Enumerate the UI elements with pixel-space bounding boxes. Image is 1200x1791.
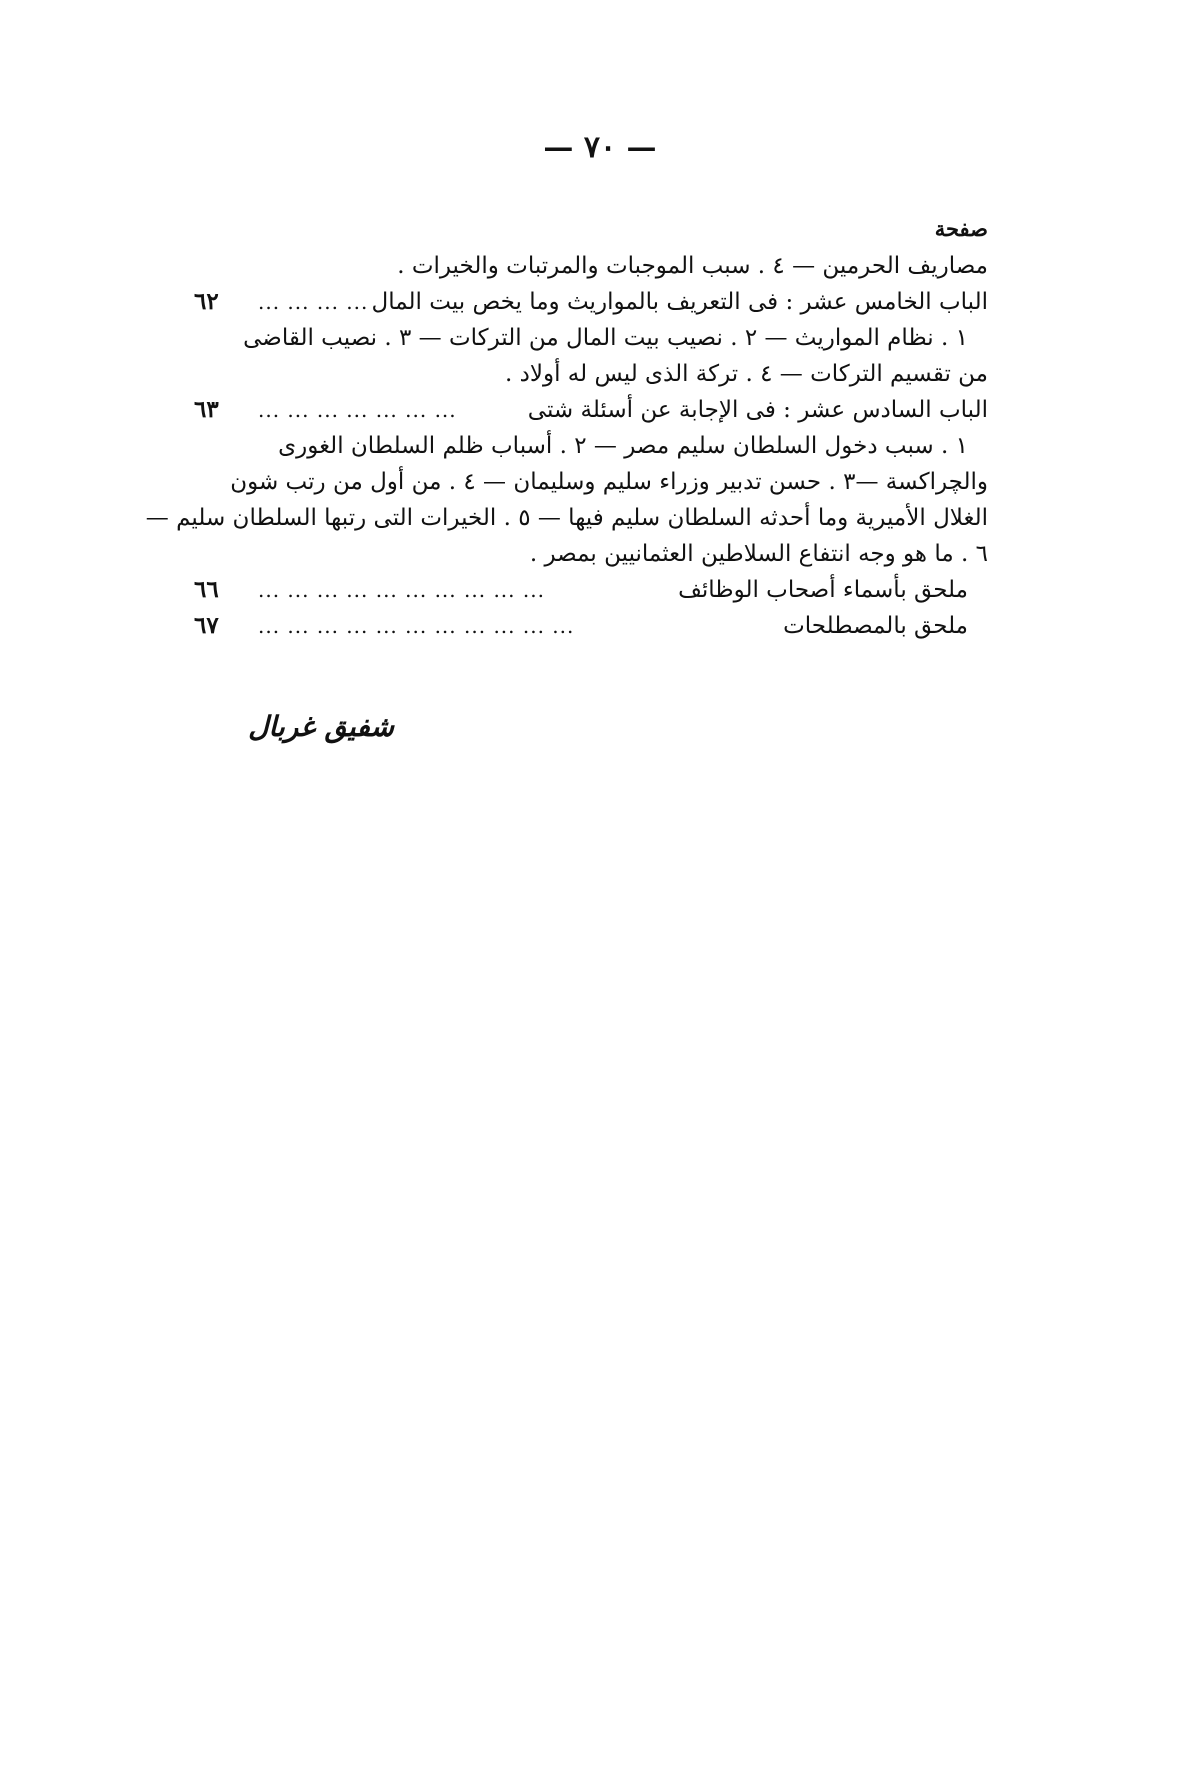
toc-leader-dots: ... ... ... ... <box>258 290 369 314</box>
toc-page-number: ٦٣ <box>194 396 219 423</box>
toc-leader-dots: ... ... ... ... ... ... ... <box>258 398 457 422</box>
toc-entry <box>198 356 988 392</box>
toc-entry-text: والچراكسة —٣ . حسن تدبير وزراء سليم وسليمان — ٤ . من أول من رتب شون <box>230 469 988 495</box>
toc-entry <box>194 572 988 608</box>
table-of-contents <box>145 248 988 644</box>
toc-entry-text: ٦ . ما هو وجه انتفاع السلاطين العثمانيين بمصر . <box>529 541 988 567</box>
toc-entry-text: الباب الخامس عشر : فى التعريف بالمواريث وما يخص بيت المال <box>371 289 988 315</box>
toc-entry-text: ملحق بأسماء أصحاب الوظائف <box>678 577 968 603</box>
toc-entry-text: الباب السادس عشر : فى الإجابة عن أسئلة شتى <box>527 397 988 423</box>
toc-entry <box>198 464 988 500</box>
toc-page-number: ٦٦ <box>194 576 219 603</box>
toc-entry <box>198 320 988 356</box>
toc-entry <box>198 428 988 464</box>
toc-entry <box>194 392 988 428</box>
toc-entry-text: ١ . سبب دخول السلطان سليم مصر — ٢ . أسباب ظلم السلطان الغورى <box>278 433 968 459</box>
toc-entry-text: ١ . نظام المواريث — ٢ . نصيب بيت المال من التركات — ٣ . نصيب القاضى <box>243 325 968 351</box>
toc-entry <box>198 536 988 572</box>
toc-entry <box>194 608 988 644</box>
toc-page-number: ٦٢ <box>194 288 219 315</box>
toc-entry <box>194 284 988 320</box>
toc-leader-dots: ... ... ... ... ... ... ... ... ... ... <box>258 578 545 602</box>
toc-entry-text: من تقسيم التركات — ٤ . تركة الذى ليس له أولاد . <box>505 361 988 387</box>
page-column-header: صفحة <box>934 216 988 241</box>
toc-entry-text: الغلال الأميرية وما أحدثه السلطان سليم فيها — ٥ . الخيرات التى رتبها السلطان سليم — <box>145 505 988 531</box>
toc-entry-text: مصاريف الحرمين — ٤ . سبب الموجبات والمرتبات والخيرات . <box>397 253 988 279</box>
page-number: — ٧٠ — <box>543 130 657 165</box>
toc-entry-text: ملحق بالمصطلحات <box>783 613 968 639</box>
toc-leader-dots: ... ... ... ... ... ... ... ... ... ... ... <box>258 614 575 638</box>
toc-entry <box>145 500 988 536</box>
toc-page-number: ٦٧ <box>194 612 219 639</box>
toc-entry <box>198 248 988 284</box>
author-signature: شفيق غربال <box>248 710 394 743</box>
